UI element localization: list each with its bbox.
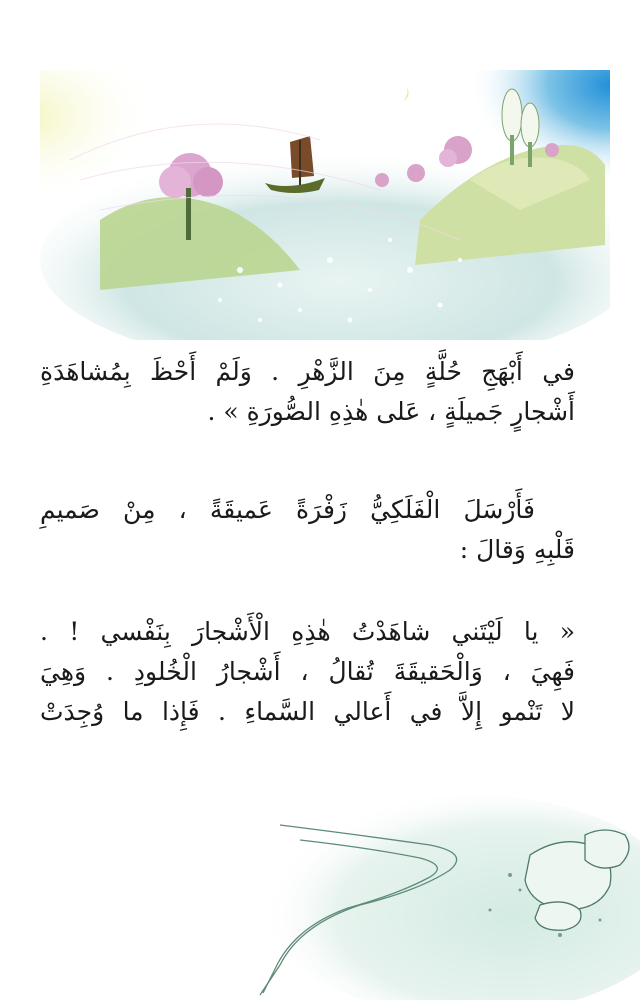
text-line: قَلْبِهِ وَقالَ :	[459, 535, 575, 564]
text-line: أَشْجارٍ جَميلَةٍ ، عَلى هٰذِهِ الصُّورَةِ » .	[207, 397, 575, 426]
text-line: في أَبْهَجِ حُلَّةٍ مِنَ الزَّهْرِ . وَلَمْ أَحْظَ بِمُشاهَدَةِ	[40, 357, 575, 386]
bottom-illustration	[240, 795, 640, 1000]
text-line: لا تَنْمو إِلاَّ في أَعالي السَّماءِ . فَإِذا ما وُجِدَتْ	[40, 697, 575, 726]
paragraph-1	[40, 352, 575, 432]
text-line: فَهِيَ ، وَالْحَقيقَةَ تُقالُ ، أَشْجارُ الْخُلودِ . وَهِيَ	[40, 657, 575, 686]
text-line: « يا لَيْتَني شاهَدْتُ هٰذِهِ الْأَشْجارَ بِنَفْسي ! .	[40, 617, 575, 646]
paragraph-2	[40, 490, 575, 570]
text-line: فَأَرْسَلَ الْفَلَكِيُّ زَفْرَةً عَميقَةً ، مِنْ صَميمِ	[40, 495, 535, 524]
paragraph-3	[40, 612, 575, 732]
top-illustration	[40, 70, 610, 340]
